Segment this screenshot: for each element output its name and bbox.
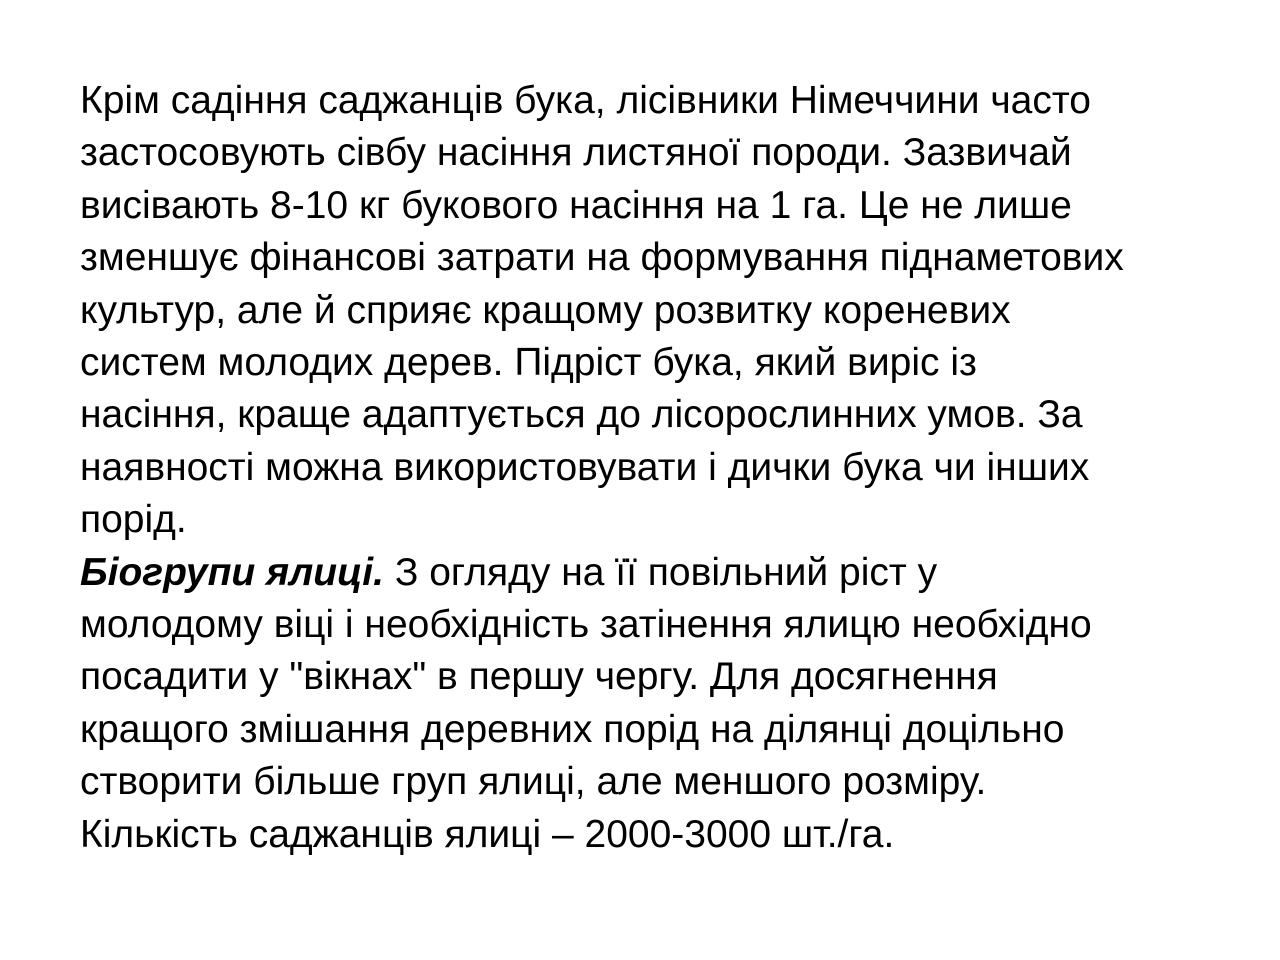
fir-heading: Біогрупи ялиці. <box>80 550 384 594</box>
fir-text: З огляду на її повільний ріст у молодому віці і необхідність затінення ялицю необхідно посадити у "вікнах" в першу чергу. Для досягнення кращого змішання деревних порід на ділянці доцільно створити більше груп ялиці, але меншого розміру. Кількість саджанців ялиці – 2000-3000 шт./га. <box>80 550 1092 856</box>
slide-body <box>80 75 1240 861</box>
fir-paragraph <box>80 547 1240 861</box>
beech-paragraph: Крім садіння саджанців бука, лісівники Німеччини часто застосовують сівбу насіння листяної породи. Зазвичай висівають 8-10 кг букового насіння на 1 га. Це не лише зменшує фінансові затрати на формування піднаметових культур, але й сприяє кращому розвитку кореневих систем молодих дерев. Підріст бука, який виріс із насіння, краще адаптується до лісорослинних умов. За наявності можна використовувати і дички бука чи інших порід. <box>80 79 1124 542</box>
